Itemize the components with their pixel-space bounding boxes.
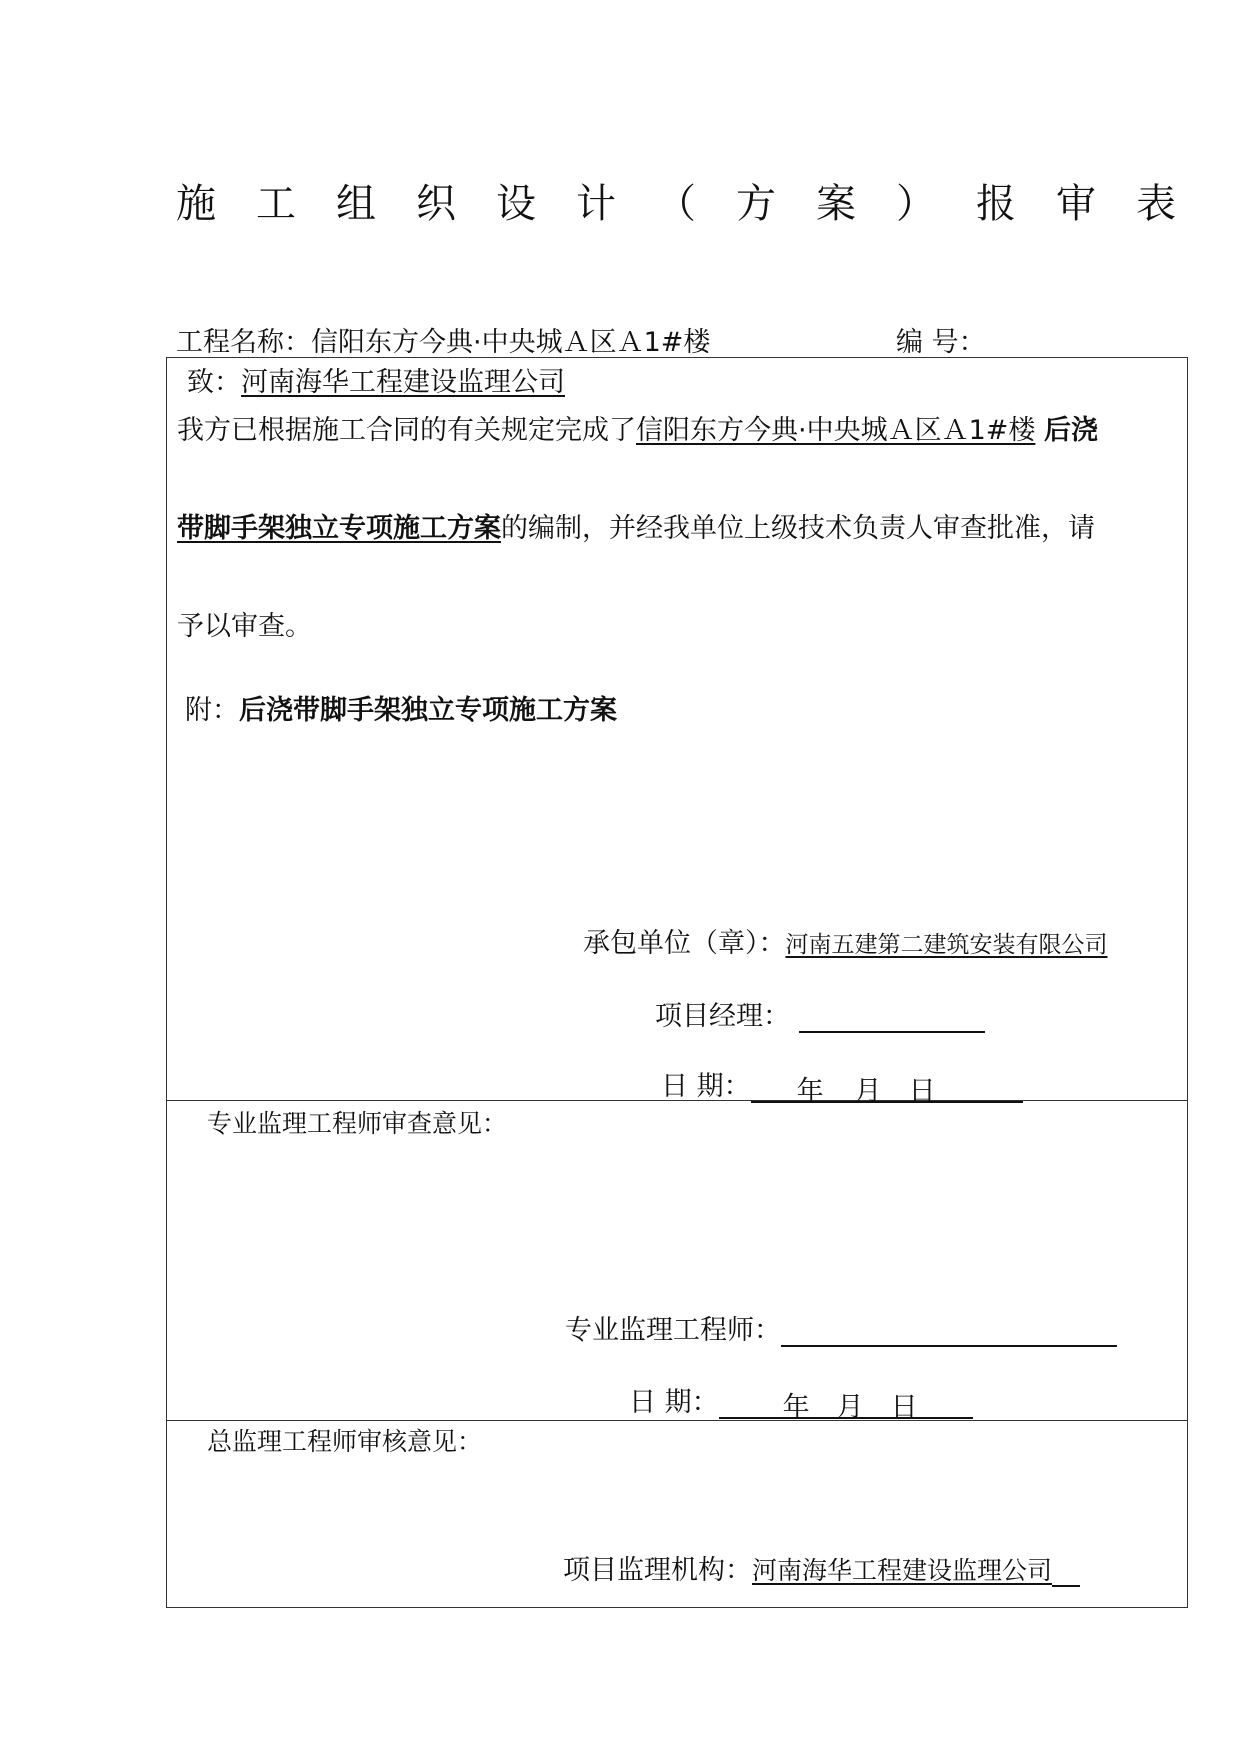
body-text-suffix-1: 的编制，并经我单位上级技术负责人审查批准，请 (501, 513, 1095, 544)
supervision-org-underline-tail (1052, 1561, 1080, 1587)
engineer-date-label: 日 期： (629, 1387, 719, 1418)
engineer-date-month: 月 (836, 1392, 864, 1423)
date-day: 日 (908, 1076, 936, 1107)
document-number-label: 编 号： (896, 327, 986, 358)
page-title: 施工组织设计（方案）报审表 (176, 181, 1216, 227)
engineer-review-heading: 专业监理工程师审查意见： (207, 1109, 508, 1138)
body-text-prefix: 我方已根据施工合同的有关规定完成了 (177, 415, 636, 446)
engineer-date-day: 日 (890, 1392, 918, 1423)
contractor-date-field[interactable] (751, 1069, 1023, 1107)
body-project-name: 信阳东方今典·中央城Ａ区Ａ1#楼 (636, 415, 1036, 446)
recipient-label: 致： (187, 367, 241, 398)
project-manager-line (655, 994, 985, 1033)
contractor-line (583, 921, 1108, 960)
supervision-org-label: 项目监理机构： (563, 1555, 752, 1586)
body-plan-name-part2: 带脚手架独立专项施工方案 (177, 513, 501, 544)
date-year: 年 (796, 1076, 824, 1107)
engineer-review-section (166, 1100, 1188, 1421)
engineer-date-line (629, 1380, 973, 1423)
chief-review-section (166, 1420, 1188, 1608)
contractor-date-line (661, 1064, 1023, 1107)
project-info-line (176, 320, 1076, 359)
chief-review-heading: 总监理工程师审核意见： (207, 1427, 483, 1456)
engineer-date-field[interactable] (719, 1385, 973, 1423)
project-name-value: 信阳东方今典·中央城Ａ区Ａ1#楼 (311, 327, 711, 358)
project-name-label: 工程名称： (176, 327, 311, 358)
body-line-1 (177, 408, 1098, 447)
contractor-name: 河南五建第二建筑安装有限公司 (785, 932, 1108, 958)
attachment-line (185, 688, 617, 727)
project-manager-label: 项目经理： (655, 1001, 790, 1032)
project-manager-signature-field[interactable] (799, 1005, 985, 1033)
body-plan-name-part1: 后浇 (1043, 415, 1098, 446)
contractor-label: 承包单位（章）： (583, 928, 786, 959)
body-line-2 (177, 506, 1095, 545)
body-line-3: 予以审查。 (177, 611, 312, 642)
attachment-name: 后浇带脚手架独立专项施工方案 (239, 695, 617, 726)
date-month: 月 (854, 1076, 882, 1107)
recipient-company: 河南海华工程建设监理公司 (241, 367, 565, 398)
engineer-signature-field[interactable] (781, 1317, 1117, 1347)
recipient-line (187, 360, 565, 399)
engineer-label: 专业监理工程师： (565, 1315, 781, 1346)
supervision-org-line (563, 1548, 1080, 1587)
contractor-date-label: 日 期： (661, 1071, 751, 1102)
attachment-label: 附： (185, 695, 239, 726)
engineer-signature-line (565, 1308, 1117, 1347)
engineer-date-year: 年 (782, 1392, 810, 1423)
submission-section (166, 357, 1188, 1107)
supervision-org-name: 河南海华工程建设监理公司 (752, 1556, 1053, 1585)
